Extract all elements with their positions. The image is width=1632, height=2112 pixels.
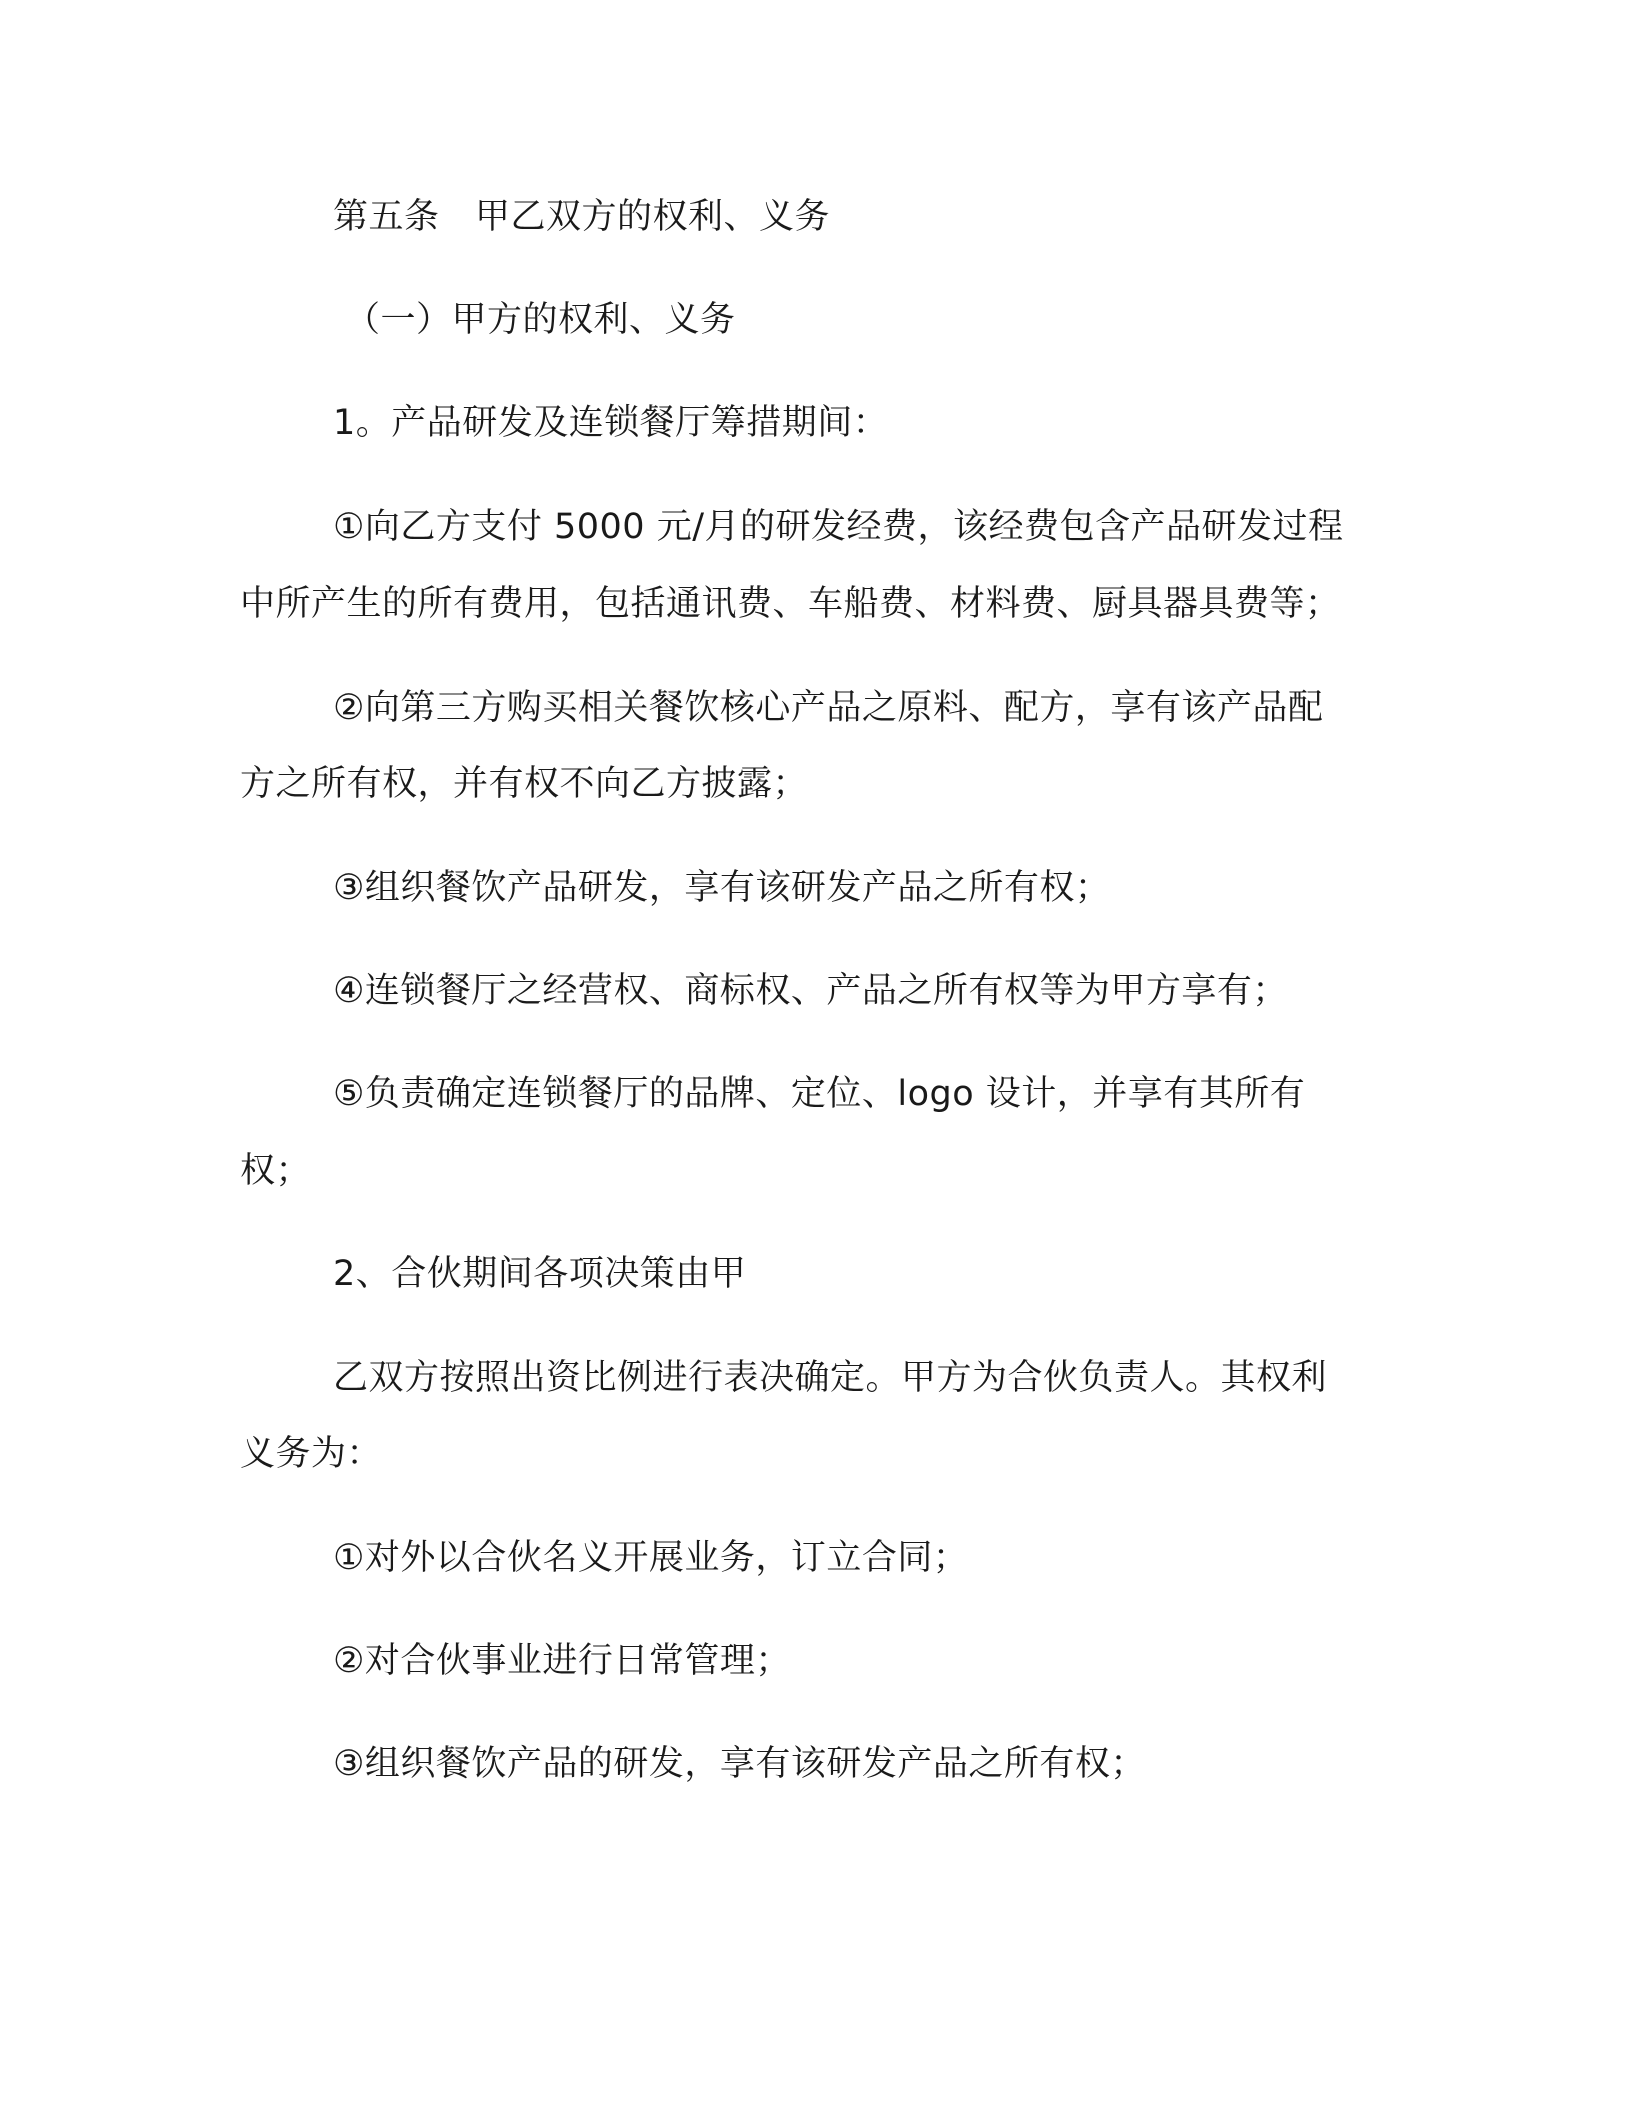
item-2-line-2: 方之所有权，并有权不向乙方披露； — [240, 764, 809, 804]
item-1-line-1: ①向乙方支付 5000 元/月的研发经费，该经费包含产品研发过程 — [333, 507, 1344, 547]
item-5-line-2: 权； — [240, 1151, 312, 1191]
duty-item-1: ①对外以合伙名义开展业务，订立合同； — [333, 1538, 969, 1578]
clause-2-body-line-2: 义务为： — [240, 1434, 383, 1474]
clause-2-body-line-1: 乙双方按照出资比例进行表决确定。甲方为合伙负责人。其权利 — [333, 1358, 1328, 1398]
item-3: ③组织餐饮产品研发，享有该研发产品之所有权； — [333, 868, 1111, 908]
clause-1-heading: 1。产品研发及连锁餐厅筹措期间： — [333, 403, 889, 443]
article-heading: 第五条 甲乙双方的权利、义务 — [333, 197, 831, 237]
item-5-line-1: ⑤负责确定连锁餐厅的品牌、定位、logo 设计，并享有其所有 — [333, 1074, 1306, 1114]
duty-item-2: ②对合伙事业进行日常管理； — [333, 1641, 791, 1681]
duty-item-3: ③组织餐饮产品的研发，享有该研发产品之所有权； — [333, 1744, 1146, 1784]
item-2-line-1: ②向第三方购买相关餐饮核心产品之原料、配方，享有该产品配 — [333, 688, 1324, 728]
item-4: ④连锁餐厅之经营权、商标权、产品之所有权等为甲方享有； — [333, 971, 1288, 1011]
item-1-line-2: 中所产生的所有费用，包括通讯费、车船费、材料费、厨具器具费等； — [240, 584, 1341, 624]
clause-2-heading: 2、合伙期间各项决策由甲 — [333, 1254, 747, 1294]
section-heading: （一）甲方的权利、义务 — [345, 300, 736, 340]
